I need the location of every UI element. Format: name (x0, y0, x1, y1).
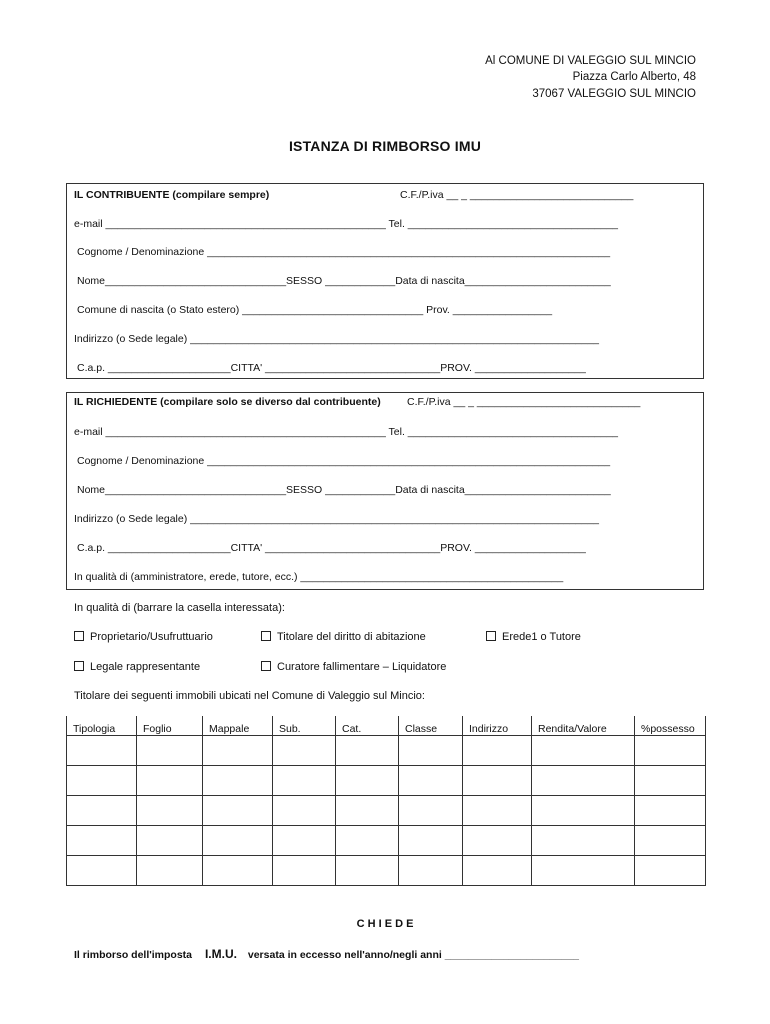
table-cell[interactable] (635, 766, 706, 796)
table-cell[interactable] (463, 826, 532, 856)
table-cell[interactable] (336, 736, 399, 766)
richiedente-cognome-field[interactable]: Cognome / Denominazione _____________________________________________________________________ (77, 455, 611, 467)
table-cell[interactable] (532, 796, 635, 826)
table-cell[interactable] (67, 856, 137, 886)
richiedente-qualita-field[interactable]: In qualità di (amministratore, erede, tutore, ecc.) _____________________________________________ (74, 571, 564, 583)
option-legale-label: Legale rappresentante (90, 661, 201, 673)
richiedente-indirizzo-field[interactable]: Indirizzo (o Sede legale) ______________________________________________________________________ (74, 513, 599, 525)
table-cell[interactable] (137, 736, 203, 766)
table-cell[interactable] (336, 826, 399, 856)
option-erede[interactable] (486, 631, 581, 643)
checkbox-icon[interactable] (74, 661, 84, 671)
checkbox-icon[interactable] (486, 631, 496, 641)
contribuente-cf-field[interactable]: C.F./P.iva __ _ ____________________________ (400, 189, 634, 201)
table-cell[interactable] (463, 796, 532, 826)
table-cell[interactable] (336, 796, 399, 826)
table-header-cell: Tipologia (67, 716, 137, 736)
table-cell[interactable] (137, 856, 203, 886)
richiedente-cap-field[interactable]: C.a.p. _____________________CITTA' ______________________________PROV. ___________________ (77, 542, 586, 554)
table-row (67, 796, 706, 826)
table-row (67, 736, 706, 766)
option-proprietario-label: Proprietario/Usufruttuario (90, 631, 213, 643)
table-cell[interactable] (399, 766, 463, 796)
table-cell[interactable] (273, 796, 336, 826)
document-title: ISTANZA DI RIMBORSO IMU (288, 138, 482, 154)
qualita-title: In qualità di (barrare la casella interessata): (74, 602, 285, 614)
richiedente-email-field[interactable]: e-mail ________________________________________________ Tel. ____________________________________ (74, 426, 619, 438)
table-header-cell: Cat. (336, 716, 399, 736)
table-cell[interactable] (137, 826, 203, 856)
table-cell[interactable] (67, 736, 137, 766)
table-cell[interactable] (399, 796, 463, 826)
rimborso-text-c: versata in eccesso nell'anno/negli anni _______________________ (247, 949, 580, 961)
option-curatore-label: Curatore fallimentare – Liquidatore (277, 661, 447, 673)
table-cell[interactable] (273, 856, 336, 886)
option-proprietario[interactable] (74, 631, 213, 643)
table-header-cell: Mappale (203, 716, 273, 736)
contribuente-cognome-field[interactable]: Cognome / Denominazione _____________________________________________________________________ (77, 246, 611, 258)
checkbox-icon[interactable] (74, 631, 84, 641)
option-titolare[interactable] (261, 631, 426, 643)
recipient-line-3: 37067 VALEGGIO SUL MINCIO (532, 88, 696, 100)
table-cell[interactable] (532, 856, 635, 886)
option-curatore[interactable] (261, 661, 446, 673)
table-header-cell: %possesso (635, 716, 706, 736)
option-legale[interactable] (74, 661, 200, 673)
table-cell[interactable] (273, 736, 336, 766)
contribuente-indirizzo-field[interactable]: Indirizzo (o Sede legale) ______________________________________________________________________ (74, 333, 599, 345)
table-cell[interactable] (336, 766, 399, 796)
table-cell[interactable] (635, 856, 706, 886)
table-cell[interactable] (67, 766, 137, 796)
table-header-cell: Rendita/Valore (532, 716, 635, 736)
chiede-heading: C H I E D E (356, 918, 414, 930)
table-cell[interactable] (67, 796, 137, 826)
table-header-cell: Classe (399, 716, 463, 736)
table-cell[interactable] (203, 736, 273, 766)
table-cell[interactable] (203, 856, 273, 886)
immobili-title: Titolare dei seguenti immobili ubicati nel Comune di Valeggio sul Mincio: (74, 690, 425, 702)
contribuente-heading: IL CONTRIBUENTE (compilare sempre) (74, 189, 270, 201)
richiedente-heading: IL RICHIEDENTE (compilare solo se diverso dal contribuente) (74, 396, 381, 408)
table-cell[interactable] (273, 766, 336, 796)
table-row (67, 856, 706, 886)
table-cell[interactable] (532, 826, 635, 856)
table-cell[interactable] (399, 856, 463, 886)
table-header-cell: Foglio (137, 716, 203, 736)
table-header-cell: Sub. (273, 716, 336, 736)
table-cell[interactable] (203, 766, 273, 796)
table-header-cell: Indirizzo (463, 716, 532, 736)
richiedente-cf-field[interactable]: C.F./P.iva __ _ ____________________________ (407, 396, 641, 408)
table-cell[interactable] (399, 826, 463, 856)
recipient-line-2: Piazza Carlo Alberto, 48 (572, 71, 696, 83)
contribuente-email-field[interactable]: e-mail ________________________________________________ Tel. ____________________________________ (74, 218, 619, 230)
table-cell[interactable] (336, 856, 399, 886)
table-cell[interactable] (532, 766, 635, 796)
option-erede-label: Erede1 o Tutore (502, 631, 581, 643)
table-cell[interactable] (463, 766, 532, 796)
option-titolare-label: Titolare del diritto di abitazione (277, 631, 426, 643)
table-cell[interactable] (399, 736, 463, 766)
table-cell[interactable] (532, 736, 635, 766)
rimborso-tax-name: I.M.U. (204, 947, 237, 961)
richiedente-nome-field[interactable]: Nome_______________________________SESSO ____________Data di nascita_________________________ (77, 484, 611, 496)
immobili-table (66, 716, 706, 886)
table-cell[interactable] (273, 826, 336, 856)
rimborso-text-a: Il rimborso dell'imposta (74, 949, 193, 961)
table-cell[interactable] (203, 796, 273, 826)
rimborso-line[interactable] (74, 947, 579, 961)
table-cell[interactable] (463, 856, 532, 886)
recipient-line-1: Al COMUNE DI VALEGGIO SUL MINCIO (485, 55, 696, 67)
table-cell[interactable] (203, 826, 273, 856)
table-cell[interactable] (635, 736, 706, 766)
table-cell[interactable] (635, 826, 706, 856)
contribuente-nome-field[interactable]: Nome_______________________________SESSO ____________Data di nascita_________________________ (77, 275, 611, 287)
contribuente-comune-field[interactable]: Comune di nascita (o Stato estero) _______________________________ Prov. _________________ (77, 304, 553, 316)
table-cell[interactable] (67, 826, 137, 856)
table-row (67, 826, 706, 856)
table-cell[interactable] (137, 766, 203, 796)
table-row (67, 766, 706, 796)
checkbox-icon[interactable] (261, 631, 271, 641)
table-header-row (67, 716, 706, 736)
table-cell[interactable] (137, 796, 203, 826)
contribuente-cap-field[interactable]: C.a.p. _____________________CITTA' ______________________________PROV. ___________________ (77, 362, 586, 374)
table-cell[interactable] (463, 736, 532, 766)
table-cell[interactable] (635, 796, 706, 826)
checkbox-icon[interactable] (261, 661, 271, 671)
